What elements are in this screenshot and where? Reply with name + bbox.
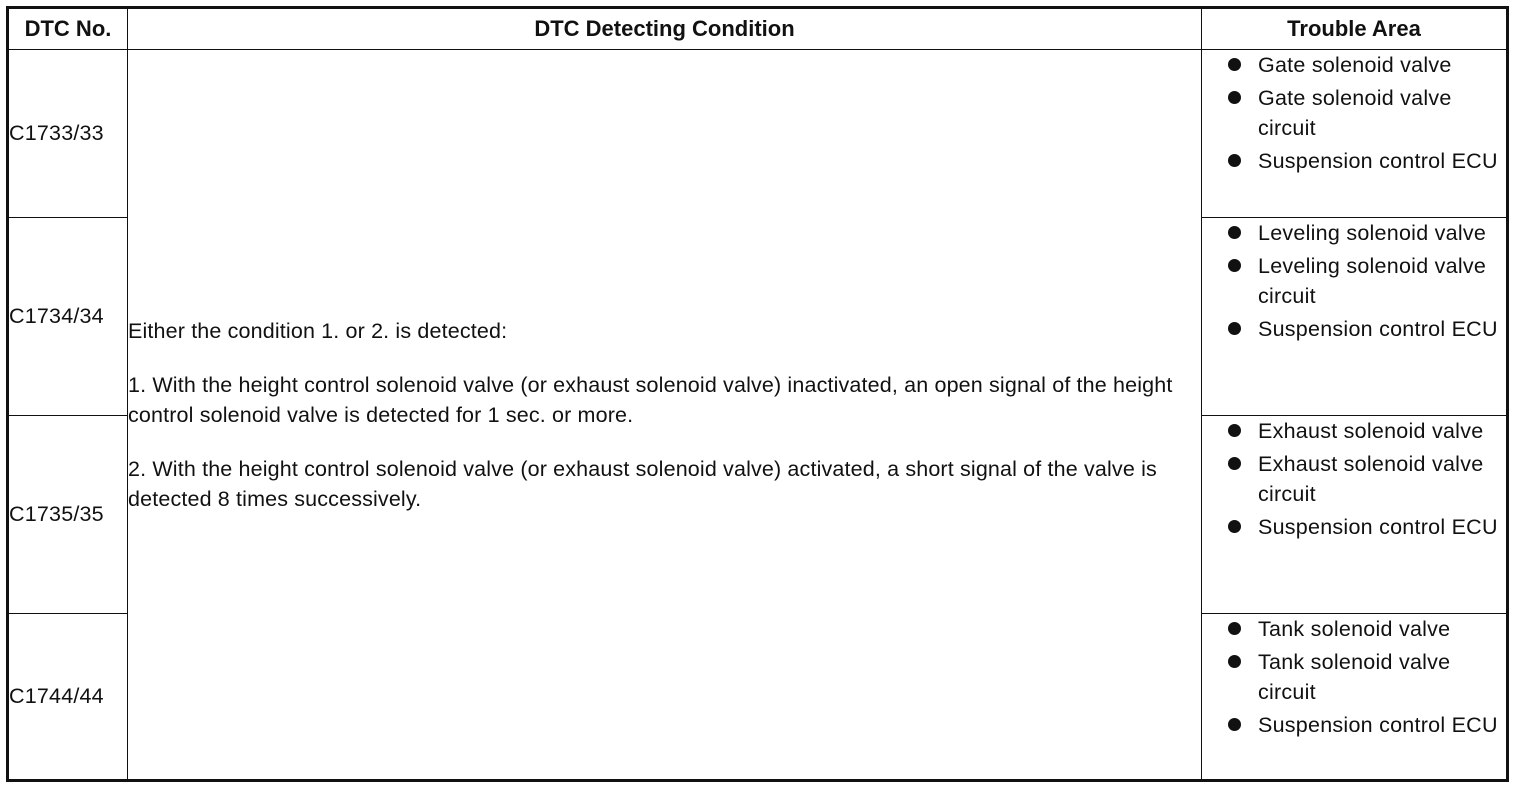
header-trouble-area: Trouble Area — [1202, 8, 1508, 50]
bullet-icon — [1228, 58, 1241, 71]
trouble-area-cell — [1202, 50, 1508, 218]
dtc-code: C1733/33 — [8, 50, 128, 218]
bullet-icon — [1228, 424, 1241, 437]
bullet-icon — [1228, 322, 1241, 335]
trouble-area-text: Exhaust solenoid valve — [1258, 419, 1484, 443]
trouble-area-cell — [1202, 614, 1508, 781]
bullet-icon — [1228, 154, 1241, 167]
list-item — [1202, 647, 1506, 707]
trouble-area-text: Gate solenoid valve — [1258, 53, 1452, 77]
list-item — [1202, 614, 1506, 644]
trouble-area-text: Tank solenoid valve circuit — [1258, 650, 1451, 704]
bullet-icon — [1228, 655, 1241, 668]
bullet-icon — [1228, 259, 1241, 272]
header-detecting-condition: DTC Detecting Condition — [128, 8, 1202, 50]
list-item — [1202, 512, 1506, 542]
trouble-area-text: Gate solenoid valve circuit — [1258, 86, 1452, 140]
condition-intro: Either the condition 1. or 2. is detected: — [128, 318, 508, 343]
list-item — [1202, 416, 1506, 446]
list-item — [1202, 314, 1506, 344]
list-item — [1202, 710, 1506, 740]
dtc-table — [6, 6, 1509, 782]
dtc-code: C1744/44 — [8, 614, 128, 781]
trouble-area-text: Leveling solenoid valve circuit — [1258, 254, 1487, 308]
dtc-code: C1734/34 — [8, 218, 128, 416]
list-item — [1202, 83, 1506, 143]
trouble-area-list — [1202, 50, 1506, 176]
table-row — [8, 50, 1508, 218]
bullet-icon — [1228, 520, 1241, 533]
condition-2: 2. With the height control solenoid valve (or exhaust solenoid valve) activated, a short signal of the valve is detected 8 times successively. — [128, 456, 1157, 511]
bullet-icon — [1228, 622, 1241, 635]
trouble-area-text: Tank solenoid valve — [1258, 617, 1451, 641]
trouble-area-text: Suspension control ECU — [1258, 713, 1498, 737]
bullet-icon — [1228, 718, 1241, 731]
header-dtc-no: DTC No. — [8, 8, 128, 50]
detecting-condition-cell — [128, 50, 1202, 781]
trouble-area-cell — [1202, 218, 1508, 416]
list-item — [1202, 146, 1506, 176]
bullet-icon — [1228, 457, 1241, 470]
trouble-area-list — [1202, 218, 1506, 344]
trouble-area-text: Suspension control ECU — [1258, 317, 1498, 341]
trouble-area-cell — [1202, 416, 1508, 614]
bullet-icon — [1228, 91, 1241, 104]
list-item — [1202, 50, 1506, 80]
dtc-code: C1735/35 — [8, 416, 128, 614]
trouble-area-text: Suspension control ECU — [1258, 515, 1498, 539]
trouble-area-list — [1202, 416, 1506, 542]
bullet-icon — [1228, 226, 1241, 239]
list-item — [1202, 251, 1506, 311]
trouble-area-text: Suspension control ECU — [1258, 149, 1498, 173]
condition-1: 1. With the height control solenoid valve (or exhaust solenoid valve) inactivated, an open signal of the height control solenoid valve is detected for 1 sec. or more. — [128, 372, 1173, 427]
list-item — [1202, 449, 1506, 509]
list-item — [1202, 218, 1506, 248]
trouble-area-text: Exhaust solenoid valve circuit — [1258, 452, 1484, 506]
header-row — [8, 8, 1508, 50]
trouble-area-list — [1202, 614, 1506, 740]
trouble-area-text: Leveling solenoid valve — [1258, 221, 1487, 245]
